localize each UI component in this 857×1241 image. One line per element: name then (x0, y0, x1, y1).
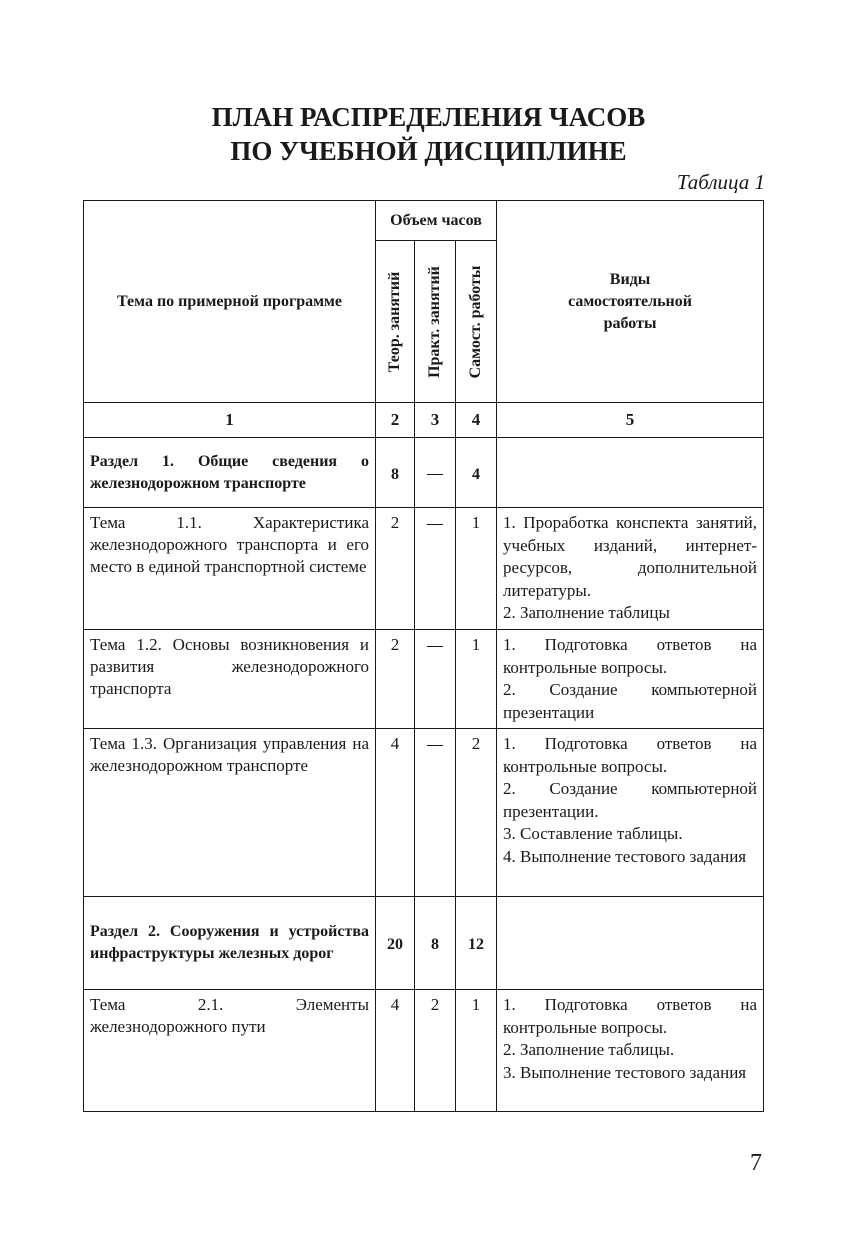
column-number: 4 (456, 403, 497, 438)
self-hours-cell: 12 (456, 897, 497, 990)
work-item: 3. Составление таблицы. (503, 824, 683, 843)
page-number: 7 (750, 1150, 762, 1176)
section-row (84, 438, 764, 508)
dash-mark (427, 474, 443, 475)
pract-hours-cell (415, 438, 456, 508)
work-item: 2. Заполнение таблицы. (503, 1040, 675, 1059)
column-number: 2 (376, 403, 415, 438)
header-self-cell (456, 241, 497, 403)
dash-mark (427, 745, 443, 746)
table-label: Таблица 1 (676, 170, 765, 194)
work-item: 1. Подготовка ответов на контрольные вопросы. (503, 734, 758, 776)
self-hours-cell: 1 (456, 630, 497, 729)
pract-hours-cell: 8 (415, 897, 456, 990)
topic-cell: Раздел 2. Сооружения и устройства инфраструктуры железных дорог (84, 897, 376, 990)
title-line-2: ПО УЧЕБНОЙ ДИСЦИПЛИНЕ (230, 136, 627, 166)
self-hours-cell: 4 (456, 438, 497, 508)
topic-cell: Тема 1.3. Организация управления на железнодорожном транспорте (84, 729, 376, 897)
work-item: 2. Создание компьютерной презентации. (503, 779, 758, 821)
topic-cell: Тема 1.1. Характеристика железнодорожного транспорта и его место в единой транспортной системе (84, 508, 376, 630)
header-pract: Практ. занятий (426, 265, 443, 378)
topic-row (84, 630, 764, 729)
pract-hours-cell (415, 729, 456, 897)
work-cell (497, 508, 764, 630)
title-line-1: ПЛАН РАСПРЕДЕЛЕНИЯ ЧАСОВ (211, 102, 646, 132)
pract-hours-cell (415, 508, 456, 630)
topic-cell: Тема 1.2. Основы возникновения и развития железнодорожного транспорта (84, 630, 376, 729)
theor-hours-cell: 20 (376, 897, 415, 990)
theor-hours-cell: 4 (376, 729, 415, 897)
self-hours-cell: 1 (456, 508, 497, 630)
work-item: 2. Создание компьютерной презентации (503, 680, 758, 722)
header-work (497, 201, 764, 403)
pract-hours-cell (415, 630, 456, 729)
dash-mark (427, 524, 443, 525)
hours-table (83, 200, 764, 1112)
theor-hours-cell: 8 (376, 438, 415, 508)
column-number-row (84, 403, 764, 438)
column-number: 3 (415, 403, 456, 438)
theor-hours-cell: 4 (376, 990, 415, 1112)
topic-row (84, 729, 764, 897)
pract-hours-cell: 2 (415, 990, 456, 1112)
theor-hours-cell: 2 (376, 508, 415, 630)
work-cell (497, 897, 764, 990)
header-work-line-1: Виды (609, 270, 651, 288)
topic-row (84, 508, 764, 630)
header-work-line-2: самостоятельной (568, 292, 692, 310)
self-hours-cell: 1 (456, 990, 497, 1112)
work-cell (497, 438, 764, 508)
header-pract-cell (415, 241, 456, 403)
work-item: 1. Проработка конспекта занятий, учебных изданий, интернет-ресурсов, дополнительной литературы. (503, 513, 758, 600)
topic-row (84, 990, 764, 1112)
header-topic: Тема по примерной программе (84, 201, 376, 403)
work-item: 1. Подготовка ответов на контрольные вопросы. (503, 635, 758, 677)
work-item: 3. Выполнение тестового задания (503, 1062, 747, 1082)
work-cell (497, 630, 764, 729)
column-number: 1 (84, 403, 376, 438)
header-self: Самост. работы (467, 265, 485, 378)
topic-cell: Тема 2.1. Элементы железнодорожного пути (84, 990, 376, 1112)
header-theor: Теор. занятий (386, 271, 403, 372)
section-row (84, 897, 764, 990)
dash-mark (427, 646, 443, 647)
work-item: 1. Подготовка ответов на контрольные вопросы. (503, 995, 758, 1037)
work-item: 2. Заполнение таблицы (503, 603, 670, 622)
work-item: 4. Выполнение тестового задания (503, 846, 747, 866)
header-work-line-3: работы (603, 314, 657, 332)
column-number: 5 (497, 403, 764, 438)
page-title (0, 100, 857, 168)
work-cell (497, 729, 764, 897)
header-volume: Объем часов (376, 201, 497, 241)
self-hours-cell: 2 (456, 729, 497, 897)
theor-hours-cell: 2 (376, 630, 415, 729)
work-cell (497, 990, 764, 1112)
topic-cell: Раздел 1. Общие сведения о железнодорожном транспорте (84, 438, 376, 508)
header-theor-cell (376, 241, 415, 403)
